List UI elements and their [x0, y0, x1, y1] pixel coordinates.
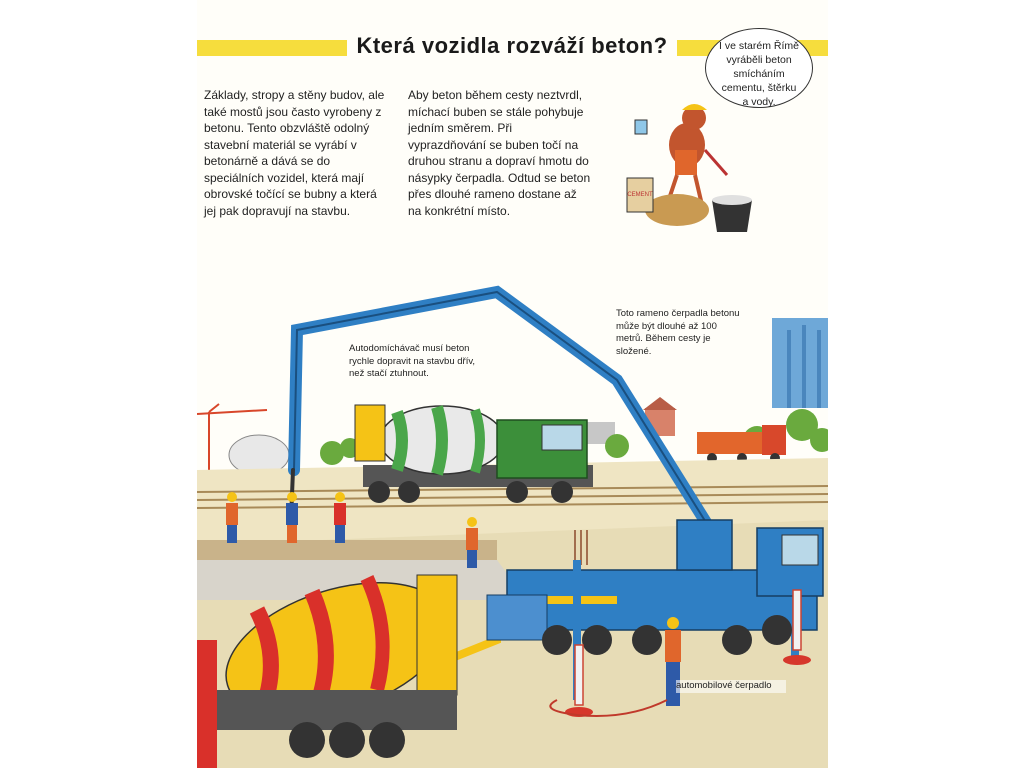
page-title: Která vozidla rozváží beton? — [347, 30, 677, 62]
speech-bubble-text: I ve starém Římě vyráběli beton smícháním cementu, štěrku a vody. — [719, 40, 799, 108]
gravel-pile-icon — [645, 194, 709, 226]
pump-truck-caption: automobilové čerpadlo — [676, 680, 786, 693]
mixer-caption: Autodomíchávač musí beton rychle dopravit na stavbu dřív, než stačí ztuhnout. — [349, 343, 476, 379]
paragraph-left: Základy, stropy a stěny budov, ale také mostů jsou často vyrobeny z betonu. Tento obzvláště odolný stavební materiál se vyrábí v betonárně a dává se do speciálních vozidel, která mají obrovské točící se bubny a která jej pak dopravují na stavbu. — [204, 88, 385, 218]
speech-bubble — [705, 28, 813, 108]
boom-caption: Toto rameno čerpadla betonu může být dlouhé až 100 metrů. Během cesty je složené. — [616, 308, 740, 357]
skyscraper-icon — [772, 318, 828, 408]
bucket-icon — [712, 195, 752, 232]
cement-bag-label: CEMENT — [627, 192, 653, 198]
paragraph-right: Aby beton během cesty neztvrdl, míchací buben se stále pohybuje jedním směrem. Při vyprazdňování se buben točí na druhou stranu a dopraví hmotu do násypky čerpadla. Odtud se beton přes dlouhé rameno dostane až na konkrétní místo. — [408, 88, 591, 218]
book-page — [197, 0, 828, 768]
